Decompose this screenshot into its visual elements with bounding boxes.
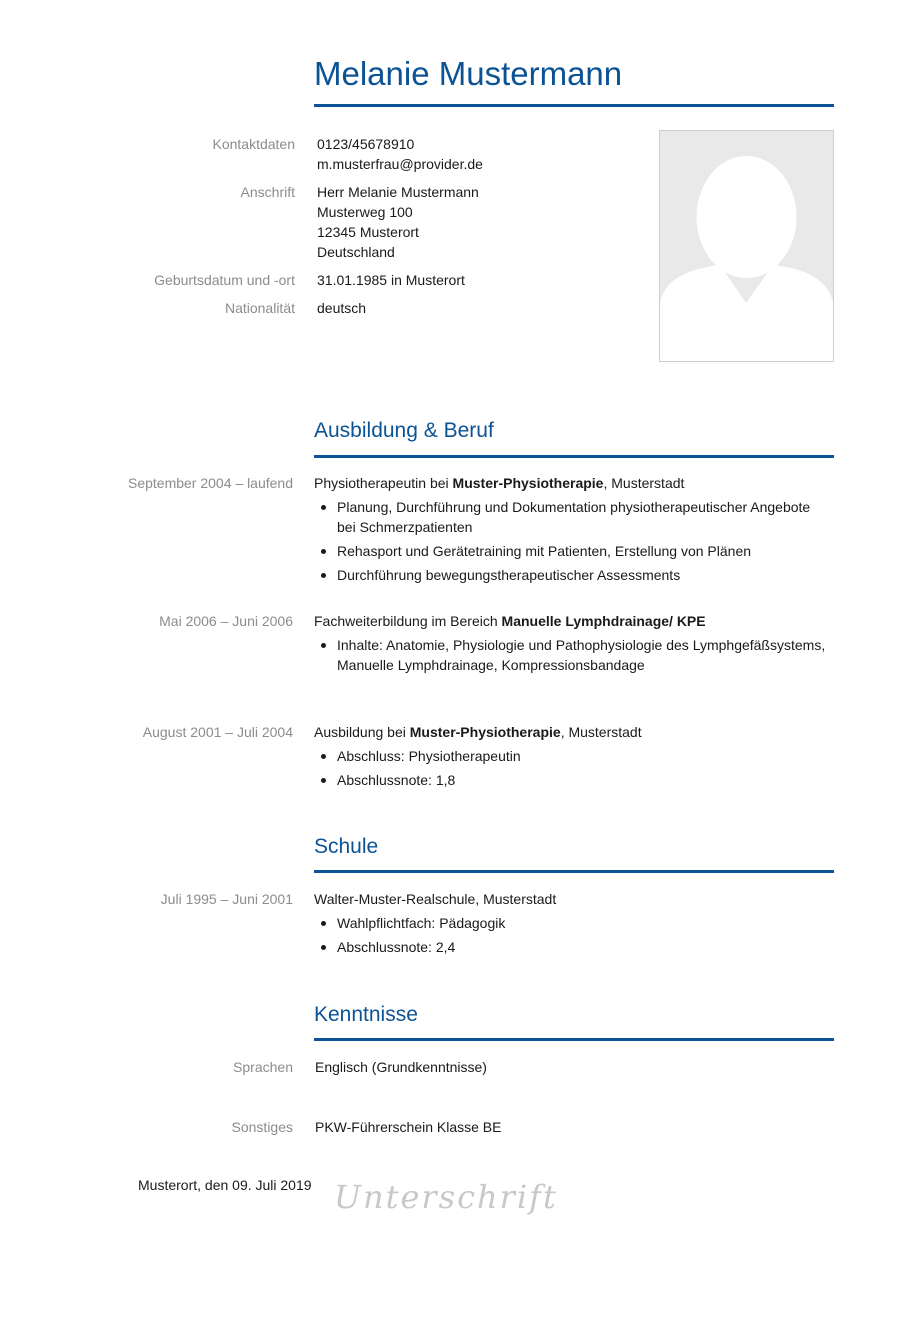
- list-item: Inhalte: Anatomie, Physiologie und Pathophysiologie des Lymphgefäßsystems, Manuelle Lymphdrainage, Kompressionsbandage: [337, 637, 826, 673]
- entry-bullets: [314, 746, 827, 794]
- address-label: Anschrift: [240, 184, 295, 200]
- list-item: Durchführung bewegungstherapeutischer Assessments: [337, 565, 827, 585]
- address-line: Musterweg 100: [317, 204, 413, 220]
- list-item: Abschlussnote: 1,8: [337, 770, 827, 790]
- entry-bullets: [314, 497, 827, 589]
- other-skills-label: Sonstiges: [231, 1119, 293, 1135]
- other-skills-value: PKW-Führerschein Klasse BE: [315, 1119, 502, 1135]
- entry-bullets: [314, 913, 827, 961]
- list-item: Abschlussnote: 2,4: [337, 937, 827, 957]
- contact-label: Kontaktdaten: [212, 136, 295, 152]
- birth-label: Geburtsdatum und -ort: [154, 272, 295, 288]
- address-line: Deutschland: [317, 244, 395, 260]
- nationality-label: Nationalität: [224, 300, 295, 316]
- entry-title: Ausbildung bei Muster-Physiotherapie, Musterstadt: [314, 724, 642, 740]
- birth-value: 31.01.1985 in Musterort: [317, 272, 465, 288]
- section-title-school: Schule: [314, 835, 379, 858]
- place-date: Musterort, den 09. Juli 2019: [138, 1177, 312, 1193]
- entry-title: Physiotherapeutin bei Muster-Physiotherapie, Musterstadt: [314, 475, 685, 491]
- profile-photo: [659, 130, 834, 362]
- entry-date: September 2004 – laufend: [127, 475, 293, 491]
- languages-label: Sprachen: [233, 1059, 293, 1075]
- list-item: Abschluss: Physiotherapeutin: [337, 746, 827, 766]
- address-line: 12345 Musterort: [317, 224, 419, 240]
- languages-value: Englisch (Grundkenntnisse): [315, 1059, 487, 1075]
- entry-date: Juli 1995 – Juni 2001: [160, 891, 293, 907]
- list-item: Rehasport und Gerätetraining mit Patienten, Erstellung von Plänen: [337, 541, 827, 561]
- entry-title: Walter-Muster-Realschule, Musterstadt: [314, 891, 557, 907]
- signature-placeholder: Unterschrift: [334, 1178, 558, 1216]
- phone-value: 0123/45678910: [317, 136, 415, 152]
- section-title-career: Ausbildung & Beruf: [314, 419, 494, 442]
- section-title-skills: Kenntnisse: [314, 1003, 418, 1026]
- entry-date: Mai 2006 – Juni 2006: [159, 613, 293, 629]
- list-item: Wahlpflichtfach: Pädagogik: [337, 913, 827, 933]
- person-silhouette-icon: [660, 131, 833, 361]
- nationality-value: deutsch: [317, 300, 367, 316]
- email-value: m.musterfrau@provider.de: [317, 156, 483, 172]
- entry-title: Fachweiterbildung im Bereich Manuelle Lymphdrainage/ KPE: [314, 613, 706, 629]
- address-line: Herr Melanie Mustermann: [317, 184, 479, 200]
- section-rule: [314, 455, 834, 458]
- cv-name: Melanie Mustermann: [314, 55, 623, 92]
- section-rule: [314, 1038, 834, 1041]
- list-item: Planung, Durchführung und Dokumentation physiotherapeutischer Angebote bei Schmerzpatienten: [337, 497, 827, 537]
- entry-date: August 2001 – Juli 2004: [142, 724, 293, 740]
- section-rule: [314, 870, 834, 873]
- entry-bullets: [314, 635, 827, 679]
- header-rule: [314, 104, 834, 107]
